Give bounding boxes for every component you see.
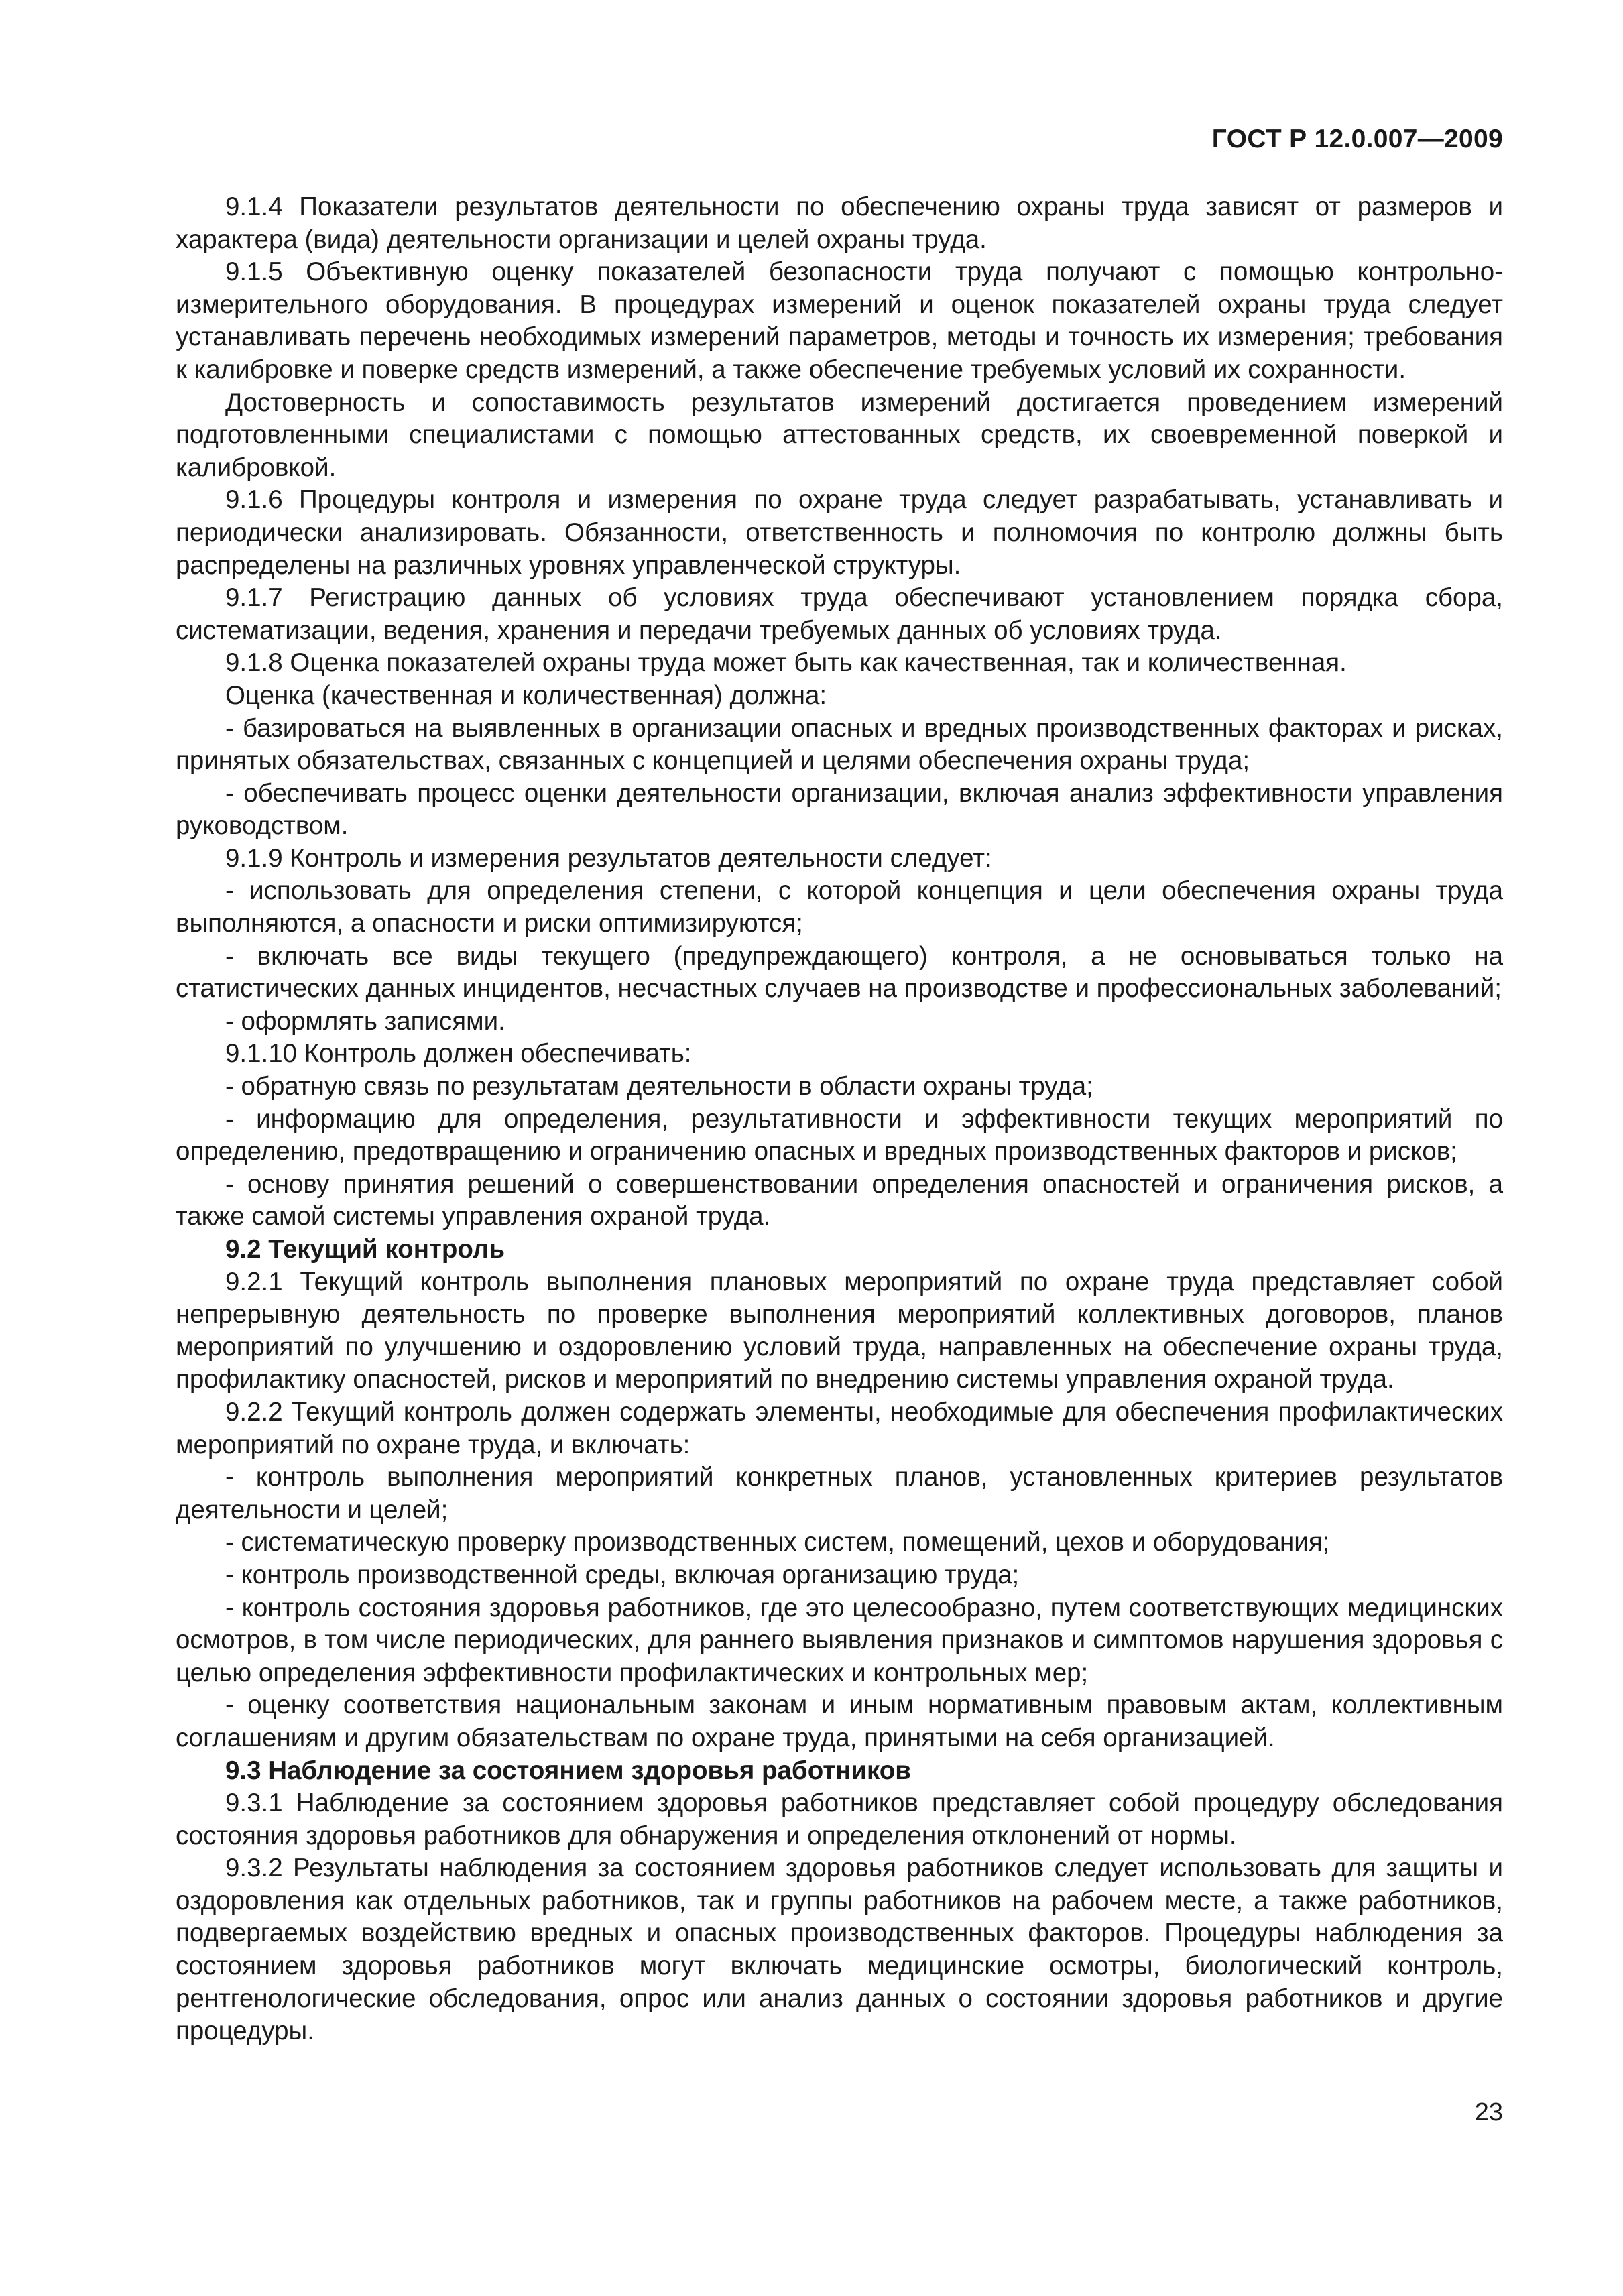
list-item: - контроль состояния здоровья работников, где это целесообразно, путем соответствующих медицинских осмотров, в том числе периодических, для раннего выявления признаков и симптомов нарушения здоровья с целью определения эффективности профилактических и контрольных мер; bbox=[176, 1593, 1503, 1687]
document-page bbox=[176, 0, 1503, 2296]
paragraph-9-1-5: 9.1.5 Объективную оценку показателей безопасности труда получают с помощью контрольно-измерительного оборудования. В процедурах измерений и оценок показателей охраны труда следует устанавливать перечень необходимых измерений параметров, методы и точность их измерения; требования к калибровке и поверке средств измерений, а также обеспечение требуемых условий их сохранности. bbox=[176, 257, 1503, 384]
paragraph-9-1-8: 9.1.8 Оценка показателей охраны труда может быть как качественная, так и количественная. bbox=[225, 648, 1347, 678]
section-heading-9-2: 9.2 Текущий контроль bbox=[225, 1235, 505, 1264]
document-body bbox=[176, 191, 1503, 2048]
paragraph-9-1-7: 9.1.7 Регистрацию данных об условиях труда обеспечивают установлением порядка сбора, систематизации, ведения, хранения и передачи требуемых данных об условиях труда. bbox=[176, 583, 1503, 645]
paragraph-9-1-10: 9.1.10 Контроль должен обеспечивать: bbox=[225, 1039, 692, 1069]
list-item: - обратную связь по результатам деятельности в области охраны труда; bbox=[225, 1072, 1093, 1101]
paragraph-reliability: Достоверность и сопоставимость результатов измерений достигается проведением измерений подготовленными специалистами с помощью аттестованных средств, их своевременной поверкой и калибровкой. bbox=[176, 387, 1503, 482]
list-item: - контроль выполнения мероприятий конкретных планов, установленных критериев результатов деятельности и целей; bbox=[176, 1463, 1503, 1524]
list-item: - основу принятия решений о совершенствовании определения опасностей и ограничения рисков, а также самой системы управления охраной труда. bbox=[176, 1169, 1503, 1231]
list-item: - оценку соответствия национальным законам и иным нормативным правовым актам, коллективным соглашениям и другим обязательствам по охране труда, принятыми на себя организацией. bbox=[176, 1691, 1503, 1752]
list-item: - информацию для определения, результативности и эффективности текущих мероприятий по определению, предотвращению и ограничению опасных и вредных производственных факторов и рисков; bbox=[176, 1104, 1503, 1166]
paragraph-9-1-4: 9.1.4 Показатели результатов деятельности по обеспечению охраны труда зависят от размеров и характера (вида) деятельности организации и целей охраны труда. bbox=[176, 192, 1503, 254]
list-item: - систематическую проверку производственных систем, помещений, цехов и оборудования; bbox=[225, 1528, 1330, 1557]
page-number: 23 bbox=[1474, 2098, 1503, 2126]
list-item: - базироваться на выявленных в организации опасных и вредных производственных факторах и рисках, принятых обязательствах, связанных с концепцией и целями обеспечения охраны труда; bbox=[176, 713, 1503, 776]
paragraph-9-1-6: 9.1.6 Процедуры контроля и измерения по охране труда следует разрабатывать, устанавливать и периодически анализировать. Обязанности, ответственность и полномочия по контролю должны быть распределены на различных уровнях управленческой структуры. bbox=[176, 485, 1503, 580]
paragraph-9-2-1: 9.2.1 Текущий контроль выполнения плановых мероприятий по охране труда представляет собой непрерывную деятельность по проверке выполнения мероприятий коллективных договоров, планов мероприятий по улучшению и оздоровлению условий труда, направленных на обеспечение охраны труда, профилактику опасностей, рисков и мероприятий по внедрению системы управления охраной труда. bbox=[176, 1267, 1503, 1394]
list-item: - использовать для определения степени, с которой концепция и цели обеспечения охраны труда выполняются, а опасности и риски оптимизируются; bbox=[176, 876, 1503, 939]
list-item: - обеспечивать процесс оценки деятельности организации, включая анализ эффективности управления руководством. bbox=[176, 778, 1503, 841]
list-item: - оформлять записями. bbox=[225, 1006, 505, 1036]
paragraph-9-2-2: 9.2.2 Текущий контроль должен содержать элементы, необходимые для обеспечения профилактических мероприятий по охране труда, и включать: bbox=[176, 1397, 1503, 1459]
standard-code: ГОСТ Р 12.0.007—2009 bbox=[1211, 125, 1503, 154]
list-item: - включать все виды текущего (предупреждающего) контроля, а не основываться только на статистических данных инцидентов, несчастных случаев на производстве и профессиональных заболеваний; bbox=[176, 941, 1503, 1004]
list-item: - контроль производственной среды, включая организацию труда; bbox=[225, 1560, 1020, 1589]
paragraph-assessment-intro: Оценка (качественная и количественная) должна: bbox=[225, 680, 827, 710]
paragraph-9-3-2: 9.3.2 Результаты наблюдения за состоянием здоровья работников следует использовать для защиты и оздоровления как отдельных работников, так и группы работников на рабочем месте, а также работников, подвергаемых воздействию вредных и опасных производственных факторов. Процедуры наблюдения за состоянием здоровья работников могут включать медицинские осмотры, биологический контроль, рентгенологические обследования, опрос или анализ данных о состоянии здоровья работников и другие процедуры. bbox=[176, 1854, 1503, 2046]
section-heading-9-3: 9.3 Наблюдение за состоянием здоровья работников bbox=[225, 1756, 911, 1785]
paragraph-9-3-1: 9.3.1 Наблюдение за состоянием здоровья работников представляет собой процедуру обследования состояния здоровья работников для обнаружения и определения отклонений от нормы. bbox=[176, 1789, 1503, 1850]
paragraph-9-1-9: 9.1.9 Контроль и измерения результатов деятельности следует: bbox=[225, 843, 992, 873]
